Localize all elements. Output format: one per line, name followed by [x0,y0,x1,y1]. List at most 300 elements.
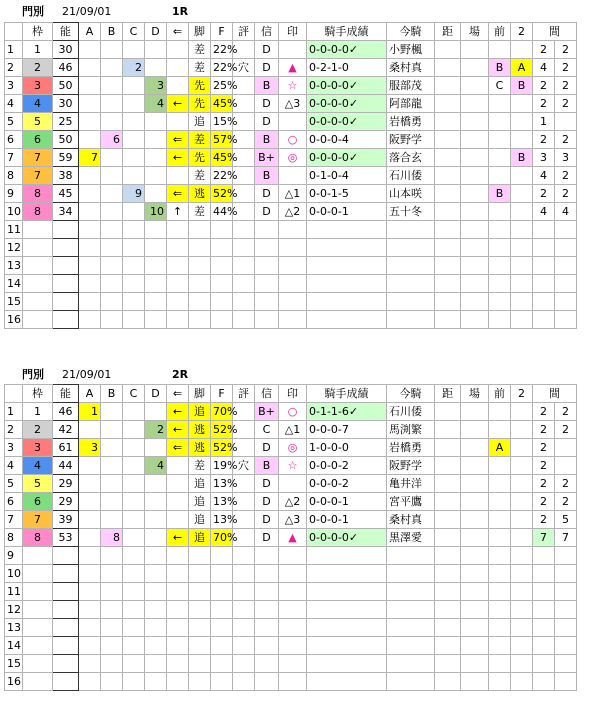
rating-cell[interactable] [233,293,255,311]
f-rate-cell[interactable]: 57% [211,131,233,149]
interval-2-cell[interactable] [555,583,577,601]
second-cell[interactable]: A [511,59,533,77]
jockey-cell[interactable] [387,547,435,565]
jockey-record-cell[interactable]: 0-0-0-0✓ [307,77,387,95]
a-cell[interactable] [79,275,101,293]
c-cell[interactable] [123,475,145,493]
distance-cell[interactable] [435,203,461,221]
style-cell[interactable]: 追 [189,511,211,529]
d-cell[interactable] [145,493,167,511]
prev-cell[interactable] [489,673,511,691]
second-cell[interactable] [511,113,533,131]
rating-cell[interactable] [233,583,255,601]
c-cell[interactable] [123,493,145,511]
interval-2-cell[interactable]: 2 [555,167,577,185]
jockey-cell[interactable] [387,257,435,275]
b-cell[interactable] [101,41,123,59]
interval-1-cell[interactable] [533,221,555,239]
f-rate-cell[interactable]: 22% [211,59,233,77]
ability-cell[interactable] [53,619,79,637]
trust-cell[interactable] [255,583,279,601]
distance-cell[interactable] [435,673,461,691]
b-cell[interactable] [101,547,123,565]
d-cell[interactable] [145,41,167,59]
mark-cell[interactable] [279,293,307,311]
second-cell[interactable] [511,131,533,149]
prev-cell[interactable] [489,457,511,475]
second-cell[interactable] [511,583,533,601]
c-cell[interactable] [123,131,145,149]
a-cell[interactable] [79,565,101,583]
interval-2-cell[interactable]: 2 [555,403,577,421]
f-rate-cell[interactable]: 52% [211,439,233,457]
mark-cell[interactable] [279,547,307,565]
f-rate-cell[interactable]: 13% [211,475,233,493]
frame-cell[interactable] [23,583,53,601]
row-number[interactable]: 15 [5,293,23,311]
second-cell[interactable] [511,493,533,511]
jockey-record-cell[interactable]: 0-1-0-4 [307,167,387,185]
c-cell[interactable] [123,565,145,583]
f-rate-cell[interactable]: 13% [211,511,233,529]
style-cell[interactable]: 追 [189,403,211,421]
course-cell[interactable] [461,457,489,475]
d-cell[interactable] [145,403,167,421]
row-number[interactable]: 11 [5,583,23,601]
interval-1-cell[interactable] [533,655,555,673]
row-number[interactable]: 10 [5,203,23,221]
second-cell[interactable] [511,547,533,565]
distance-cell[interactable] [435,239,461,257]
a-cell[interactable] [79,59,101,77]
row-number[interactable]: 8 [5,167,23,185]
trust-cell[interactable]: B [255,457,279,475]
trust-cell[interactable] [255,311,279,329]
row-number[interactable]: 12 [5,601,23,619]
jockey-cell[interactable] [387,239,435,257]
b-cell[interactable] [101,77,123,95]
ability-cell[interactable]: 44 [53,457,79,475]
a-cell[interactable] [79,41,101,59]
jockey-record-cell[interactable]: 0-0-0-0✓ [307,95,387,113]
interval-1-cell[interactable]: 2 [533,185,555,203]
a-cell[interactable]: 3 [79,439,101,457]
interval-2-cell[interactable] [555,439,577,457]
second-cell[interactable] [511,41,533,59]
c-cell[interactable] [123,655,145,673]
distance-cell[interactable] [435,149,461,167]
second-cell[interactable] [511,221,533,239]
rating-cell[interactable] [233,601,255,619]
interval-1-cell[interactable]: 1 [533,113,555,131]
interval-2-cell[interactable]: 2 [555,421,577,439]
second-cell[interactable] [511,257,533,275]
distance-cell[interactable] [435,637,461,655]
arrow-cell[interactable] [167,673,189,691]
second-cell[interactable] [511,311,533,329]
second-cell[interactable] [511,421,533,439]
distance-cell[interactable] [435,95,461,113]
a-cell[interactable] [79,221,101,239]
a-cell[interactable] [79,113,101,131]
jockey-record-cell[interactable]: 0-0-0-0✓ [307,113,387,131]
prev-cell[interactable] [489,239,511,257]
d-cell[interactable] [145,619,167,637]
d-cell[interactable] [145,275,167,293]
interval-2-cell[interactable] [555,655,577,673]
d-cell[interactable] [145,475,167,493]
c-cell[interactable] [123,511,145,529]
mark-cell[interactable]: ☆ [279,77,307,95]
mark-cell[interactable] [279,655,307,673]
frame-cell[interactable] [23,257,53,275]
jockey-record-cell[interactable] [307,239,387,257]
arrow-cell[interactable] [167,547,189,565]
interval-2-cell[interactable] [555,275,577,293]
ability-cell[interactable] [53,239,79,257]
ability-cell[interactable] [53,655,79,673]
course-cell[interactable] [461,113,489,131]
c-cell[interactable] [123,601,145,619]
row-number[interactable]: 2 [5,421,23,439]
row-number[interactable]: 4 [5,95,23,113]
d-cell[interactable] [145,167,167,185]
c-cell[interactable] [123,583,145,601]
course-cell[interactable] [461,529,489,547]
second-cell[interactable] [511,511,533,529]
second-cell[interactable] [511,637,533,655]
arrow-cell[interactable]: ⇐ [167,131,189,149]
trust-cell[interactable] [255,239,279,257]
rating-cell[interactable] [233,637,255,655]
mark-cell[interactable]: △2 [279,203,307,221]
trust-cell[interactable]: B [255,77,279,95]
course-cell[interactable] [461,257,489,275]
prev-cell[interactable] [489,403,511,421]
prev-cell[interactable] [489,601,511,619]
style-cell[interactable]: 逃 [189,185,211,203]
trust-cell[interactable]: D [255,493,279,511]
jockey-cell[interactable]: 落合玄 [387,149,435,167]
a-cell[interactable]: 7 [79,149,101,167]
course-cell[interactable] [461,203,489,221]
d-cell[interactable] [145,131,167,149]
mark-cell[interactable]: ◎ [279,439,307,457]
distance-cell[interactable] [435,457,461,475]
jockey-cell[interactable] [387,583,435,601]
rating-cell[interactable] [233,673,255,691]
ability-cell[interactable] [53,311,79,329]
b-cell[interactable] [101,257,123,275]
course-cell[interactable] [461,185,489,203]
b-cell[interactable]: 6 [101,131,123,149]
trust-cell[interactable] [255,293,279,311]
style-cell[interactable]: 追 [189,113,211,131]
ability-cell[interactable]: 61 [53,439,79,457]
b-cell[interactable] [101,167,123,185]
style-cell[interactable] [189,293,211,311]
style-cell[interactable] [189,655,211,673]
frame-cell[interactable] [23,311,53,329]
jockey-cell[interactable]: 馬渕繁 [387,421,435,439]
interval-2-cell[interactable] [555,457,577,475]
jockey-cell[interactable]: 山本咲 [387,185,435,203]
jockey-record-cell[interactable] [307,547,387,565]
arrow-cell[interactable] [167,565,189,583]
second-cell[interactable] [511,601,533,619]
prev-cell[interactable] [489,221,511,239]
interval-1-cell[interactable]: 7 [533,529,555,547]
arrow-cell[interactable] [167,221,189,239]
c-cell[interactable] [123,529,145,547]
b-cell[interactable] [101,59,123,77]
ability-cell[interactable]: 42 [53,421,79,439]
b-cell[interactable] [101,511,123,529]
b-cell[interactable]: 8 [101,529,123,547]
frame-cell[interactable] [23,601,53,619]
distance-cell[interactable] [435,41,461,59]
trust-cell[interactable] [255,601,279,619]
a-cell[interactable] [79,421,101,439]
style-cell[interactable]: 差 [189,131,211,149]
a-cell[interactable] [79,77,101,95]
jockey-record-cell[interactable] [307,221,387,239]
jockey-cell[interactable] [387,601,435,619]
arrow-cell[interactable] [167,167,189,185]
jockey-record-cell[interactable] [307,565,387,583]
second-cell[interactable] [511,439,533,457]
interval-2-cell[interactable] [555,565,577,583]
course-cell[interactable] [461,475,489,493]
arrow-cell[interactable] [167,637,189,655]
b-cell[interactable] [101,239,123,257]
distance-cell[interactable] [435,493,461,511]
jockey-record-cell[interactable]: 0-0-0-1 [307,511,387,529]
style-cell[interactable] [189,565,211,583]
jockey-cell[interactable]: 阪野学 [387,131,435,149]
jockey-cell[interactable] [387,311,435,329]
d-cell[interactable] [145,221,167,239]
row-number[interactable]: 16 [5,311,23,329]
c-cell[interactable]: 2 [123,59,145,77]
arrow-cell[interactable] [167,655,189,673]
a-cell[interactable] [79,239,101,257]
jockey-cell[interactable]: 石川倭 [387,403,435,421]
style-cell[interactable]: 先 [189,77,211,95]
mark-cell[interactable]: △3 [279,511,307,529]
f-rate-cell[interactable]: 19% [211,457,233,475]
f-rate-cell[interactable] [211,275,233,293]
interval-1-cell[interactable]: 4 [533,59,555,77]
second-cell[interactable]: B [511,77,533,95]
mark-cell[interactable] [279,601,307,619]
frame-cell[interactable] [23,637,53,655]
prev-cell[interactable] [489,131,511,149]
second-cell[interactable] [511,529,533,547]
a-cell[interactable] [79,203,101,221]
b-cell[interactable] [101,493,123,511]
jockey-record-cell[interactable]: 1-0-0-0 [307,439,387,457]
c-cell[interactable] [123,41,145,59]
prev-cell[interactable] [489,547,511,565]
prev-cell[interactable] [489,529,511,547]
mark-cell[interactable]: ◎ [279,149,307,167]
f-rate-cell[interactable]: 22% [211,167,233,185]
distance-cell[interactable] [435,511,461,529]
style-cell[interactable] [189,673,211,691]
trust-cell[interactable]: D [255,511,279,529]
ability-cell[interactable] [53,565,79,583]
c-cell[interactable] [123,95,145,113]
f-rate-cell[interactable] [211,293,233,311]
ability-cell[interactable]: 46 [53,59,79,77]
trust-cell[interactable]: D [255,95,279,113]
prev-cell[interactable] [489,113,511,131]
arrow-cell[interactable]: ⇐ [167,439,189,457]
arrow-cell[interactable] [167,475,189,493]
style-cell[interactable] [189,547,211,565]
interval-2-cell[interactable]: 7 [555,529,577,547]
frame-cell[interactable]: 1 [23,41,53,59]
d-cell[interactable] [145,637,167,655]
distance-cell[interactable] [435,221,461,239]
trust-cell[interactable]: D [255,185,279,203]
jockey-record-cell[interactable]: 0-0-0-2 [307,457,387,475]
frame-cell[interactable]: 5 [23,113,53,131]
second-cell[interactable] [511,239,533,257]
mark-cell[interactable] [279,221,307,239]
b-cell[interactable] [101,457,123,475]
c-cell[interactable] [123,113,145,131]
row-number[interactable]: 3 [5,439,23,457]
jockey-cell[interactable] [387,637,435,655]
style-cell[interactable] [189,601,211,619]
d-cell[interactable]: 3 [145,77,167,95]
frame-cell[interactable]: 5 [23,475,53,493]
prev-cell[interactable]: B [489,185,511,203]
prev-cell[interactable] [489,41,511,59]
d-cell[interactable] [145,311,167,329]
d-cell[interactable] [145,583,167,601]
distance-cell[interactable] [435,565,461,583]
interval-1-cell[interactable]: 2 [533,403,555,421]
b-cell[interactable] [101,275,123,293]
f-rate-cell[interactable] [211,311,233,329]
row-number[interactable]: 13 [5,619,23,637]
jockey-cell[interactable]: 阪野学 [387,457,435,475]
jockey-record-cell[interactable]: 0-0-0-0✓ [307,149,387,167]
style-cell[interactable] [189,221,211,239]
prev-cell[interactable] [489,475,511,493]
mark-cell[interactable]: △1 [279,421,307,439]
rating-cell[interactable] [233,547,255,565]
row-number[interactable]: 8 [5,529,23,547]
interval-2-cell[interactable]: 2 [555,493,577,511]
f-rate-cell[interactable] [211,239,233,257]
interval-2-cell[interactable] [555,239,577,257]
jockey-record-cell[interactable] [307,619,387,637]
course-cell[interactable] [461,493,489,511]
frame-cell[interactable] [23,275,53,293]
b-cell[interactable] [101,185,123,203]
trust-cell[interactable]: B [255,167,279,185]
mark-cell[interactable] [279,637,307,655]
mark-cell[interactable]: ○ [279,403,307,421]
prev-cell[interactable] [489,655,511,673]
interval-1-cell[interactable] [533,257,555,275]
jockey-record-cell[interactable]: 0-0-0-7 [307,421,387,439]
c-cell[interactable] [123,257,145,275]
distance-cell[interactable] [435,601,461,619]
jockey-cell[interactable] [387,673,435,691]
row-number[interactable]: 3 [5,77,23,95]
interval-2-cell[interactable] [555,221,577,239]
prev-cell[interactable]: A [489,439,511,457]
course-cell[interactable] [461,583,489,601]
row-number[interactable]: 1 [5,41,23,59]
jockey-cell[interactable] [387,275,435,293]
trust-cell[interactable]: B [255,131,279,149]
d-cell[interactable] [145,673,167,691]
jockey-cell[interactable]: 服部茂 [387,77,435,95]
row-number[interactable]: 12 [5,239,23,257]
course-cell[interactable] [461,131,489,149]
trust-cell[interactable]: B+ [255,403,279,421]
d-cell[interactable] [145,529,167,547]
interval-2-cell[interactable] [555,293,577,311]
rating-cell[interactable] [233,275,255,293]
frame-cell[interactable]: 7 [23,511,53,529]
rating-cell[interactable]: 穴 [233,457,255,475]
ability-cell[interactable]: 59 [53,149,79,167]
frame-cell[interactable] [23,239,53,257]
arrow-cell[interactable]: ⇐ [167,185,189,203]
a-cell[interactable] [79,619,101,637]
d-cell[interactable] [145,565,167,583]
jockey-cell[interactable] [387,565,435,583]
row-number[interactable]: 15 [5,655,23,673]
d-cell[interactable] [145,185,167,203]
f-rate-cell[interactable]: 44% [211,203,233,221]
b-cell[interactable] [101,619,123,637]
arrow-cell[interactable] [167,493,189,511]
d-cell[interactable] [145,511,167,529]
c-cell[interactable] [123,673,145,691]
ability-cell[interactable]: 45 [53,185,79,203]
style-cell[interactable] [189,275,211,293]
ability-cell[interactable] [53,221,79,239]
mark-cell[interactable] [279,619,307,637]
course-cell[interactable] [461,403,489,421]
course-cell[interactable] [461,293,489,311]
jockey-record-cell[interactable]: 0-0-0-1 [307,203,387,221]
frame-cell[interactable]: 8 [23,185,53,203]
mark-cell[interactable] [279,239,307,257]
course-cell[interactable] [461,167,489,185]
style-cell[interactable] [189,239,211,257]
distance-cell[interactable] [435,311,461,329]
prev-cell[interactable]: C [489,77,511,95]
frame-cell[interactable]: 8 [23,529,53,547]
c-cell[interactable] [123,239,145,257]
interval-2-cell[interactable]: 2 [555,131,577,149]
arrow-cell[interactable] [167,293,189,311]
jockey-cell[interactable]: 岩橋勇 [387,113,435,131]
d-cell[interactable] [145,439,167,457]
ability-cell[interactable]: 34 [53,203,79,221]
mark-cell[interactable] [279,275,307,293]
f-rate-cell[interactable]: 70% [211,403,233,421]
